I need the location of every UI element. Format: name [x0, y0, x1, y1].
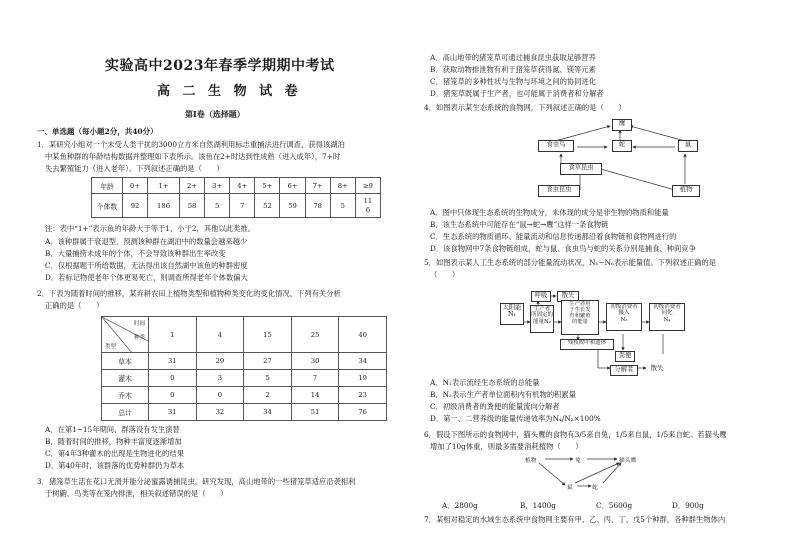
q1-age-cell: 2+ [179, 178, 204, 194]
q2-option-c: C．第4年3种灌木的出现是生物进化的结果 [45, 449, 184, 458]
q3-option-c: C．猪笼草的多种性状与生物与环境之间的协同进化 [430, 77, 597, 86]
q2-cell: 2 [244, 387, 292, 404]
q1-option-d: D．若标记物使老年个体更易死亡，则调查所得老年个体数偏大 [45, 273, 248, 282]
q1-note: 注：表中“1+”表示鱼的年龄大于等于1，小于2，其他以此类推。 [45, 224, 255, 233]
q1-option-b: B．大量捕捞未成年的个体，不会导致该种群出生率改变 [45, 249, 226, 258]
q2-corner-cell [102, 317, 149, 353]
q4-node-mouse: 鼠 [678, 140, 698, 152]
q5-node-primary-intake: 初级消费者 摄入 N₃ [606, 303, 642, 331]
q3-line-2: 于树鼩、鸟类等在笼内排泄，相关叙述错误的是（ ） [45, 489, 228, 498]
q6-node-mouse: 鼠 [567, 485, 573, 491]
q1-age-cell: 7+ [305, 178, 330, 194]
q2-cell: 0 [149, 370, 197, 387]
q1-option-c: C．仅根据题干所给数据，无法得出该自然湖中该鱼的种群密度 [45, 261, 248, 270]
q2-year-cell: 4 [196, 317, 244, 353]
exam-title: 实验高中2023年春季学期期中考试 [105, 58, 335, 74]
q5-option-c: C．初级消费者的粪便的能量流向分解者 [430, 402, 560, 411]
q6-choice-d: D．900g [672, 501, 704, 510]
q2-row-label: 草本 [102, 353, 149, 370]
q2-cell: 27 [244, 353, 292, 370]
q6-choice-a: A．2800g [442, 501, 478, 510]
q1-age-cell: 4+ [230, 178, 255, 194]
q2-cell: 32 [196, 404, 244, 421]
q1-age-cell: ≥9 [355, 178, 380, 194]
q1-age-header: 年龄 [92, 178, 123, 194]
q2-row-label: 总计 [102, 404, 149, 421]
q6-choice-c: C．5600g [596, 501, 633, 510]
q5-option-b: B．N₂表示生产者单位面积内有机物的积累量 [430, 390, 577, 399]
exam-subtitle: 高 二 生 物 试 卷 [157, 84, 302, 99]
q4-node-insectivorous-insect: 食虫昆虫 [538, 185, 580, 197]
q6-node-plant: 植物 [525, 458, 537, 464]
q2-year-cell: 40 [339, 317, 387, 353]
q1-count-cell: 78 [305, 194, 330, 218]
q1-line-3: 失去繁殖能力（进入老年）。下列叙述正确的是（ ） [45, 164, 224, 173]
q4-option-d: D．该食物网中7条食物链组成，蛇与鼠、食虫鸟与蛇的关系分别是捕食、种间竞争 [430, 244, 696, 253]
q1-count-cell: 186 [148, 194, 180, 218]
q1-count-header: 个体数 [92, 194, 123, 218]
q2-cell: 31 [149, 353, 197, 370]
q1-count-cell: 5 [205, 194, 230, 218]
q5-node-litter: 残枝败叶和遗体 [560, 339, 614, 350]
q2-row-label: 灌木 [102, 370, 149, 387]
q1-age-cell: 5+ [255, 178, 280, 194]
q2-year-cell: 25 [291, 317, 339, 353]
q2-cell: 29 [196, 353, 244, 370]
q5-node-decomposer: 分解者 [610, 365, 638, 376]
section-heading: 一、单选题（每小题2分，共40分） [37, 127, 158, 136]
q6-node-rabbit: 兔 [575, 458, 581, 464]
q1-count-cell: 5 [330, 194, 355, 218]
q2-row-label: 乔木 [102, 387, 149, 404]
q3-line-1: 3．猪笼草生活在花口无滑并能分泌蜜露诱捕昆虫。研究发现，高山地带的一些猪笼草适应沿袭相利 [37, 477, 356, 486]
q2-cell: 3 [196, 370, 244, 387]
q4-stem: 4．如图表示某生态系统的食物网，下列叙述正确的是（ ） [424, 103, 626, 112]
q1-count-cell: 58 [179, 194, 204, 218]
q4-option-c: C．生态系统的物质循环、能量流动和信息传递都沿着食物链和食物网进行的 [430, 232, 677, 241]
q6-node-owl: 猫头鹰 [619, 458, 637, 464]
q5-node-respiration: 呼吸 [531, 291, 551, 302]
q2-cell: 34 [244, 404, 292, 421]
q2-year-cell: 1 [149, 317, 197, 353]
q1-option-a: A．该种群属于衰退型，预测该种群在湖泊中的数量会越来越少 [45, 237, 248, 246]
q1-age-cell: 6+ [280, 178, 305, 194]
q2-line-2: 正确的是（ ） [45, 301, 104, 310]
q2-cell: 0 [149, 387, 197, 404]
q2-cell: 51 [291, 404, 339, 421]
q5-node-feces: 粪便 [615, 351, 635, 362]
q5-node-heat-loss: 散失 [557, 291, 579, 302]
q2-option-d: D．第40年时，该群落的优势种群仍为草本 [45, 461, 185, 470]
q5-line-2: （ ） [430, 270, 460, 279]
q2-cell: 5 [244, 370, 292, 387]
q1-age-table [91, 177, 381, 218]
q1-count-cell: 7 [230, 194, 255, 218]
q4-node-plant: 植物 [672, 185, 700, 197]
q5-node-producer-growth: 生产者用 于生长发 育和繁殖 的能量 [561, 300, 599, 335]
q1-age-cell: 0+ [123, 178, 148, 194]
q2-corner-mid: 种类 [133, 335, 145, 341]
q2-cell: 34 [339, 353, 387, 370]
q3-option-d: D．猪笼草既属于生产者，也可能属于消费者和分解者 [430, 89, 604, 98]
q5-line-1: 5．如图表示某人工生态系统的部分能量流动状况，N₁~N₆表示能量值。下列叙述正确的是 [424, 258, 717, 267]
q2-succession-table [101, 316, 387, 421]
q2-cell: 19 [339, 370, 387, 387]
q2-cell: 76 [339, 404, 387, 421]
q2-corner-bottom: 类型 [105, 344, 117, 350]
q4-node-snake: 蛇 [612, 140, 632, 152]
q5-option-a: A．N₁表示流经生态系统的总能量 [430, 378, 540, 387]
q2-option-b: B．随着时间的推移，物种丰富度逐渐增加 [45, 437, 182, 446]
q5-node-producer-fixed: 生产者 所固定的 能量N₂ [530, 305, 554, 333]
q1-count-cell: 11 6 [355, 194, 380, 218]
q1-count-cell: 92 [123, 194, 148, 218]
q2-line-1: 2．下表为随着时间的推移，某弃耕农田上植物类型和植物种类变化的变化情况，下列有关分析 [37, 289, 341, 298]
q5-node-heat-loss-2: 散失 [647, 365, 667, 374]
q1-count-cell: 59 [280, 194, 305, 218]
q4-node-hawk: 鹰 [612, 119, 632, 131]
q1-age-cell: 1+ [148, 178, 180, 194]
q2-cell: 0 [196, 387, 244, 404]
q4-node-insectivorous-bird: 食虫鸟 [538, 140, 574, 152]
q2-cell: 23 [339, 387, 387, 404]
q1-line-1: 1．某研究小组对一个未受人类干扰的3000立方米自然湖利用标志重捕法进行调查，获得该湖泊 [37, 140, 345, 149]
q1-age-cell: 3+ [205, 178, 230, 194]
q5-node-primary-assimilated: 初级消费者 同化 N₄ [649, 303, 685, 331]
q1-age-cell: 8+ [330, 178, 355, 194]
q6-line-1: 6．假设下图所示的食物网中，猫头鹰的食物有3/5来自兔，1/5来自鼠，1/5来自蛇。若猫头鹰 [424, 430, 727, 439]
q4-option-b: B．该生态系统中可能存在“鼠→蛇→鹰”这样一条食物链 [430, 220, 609, 229]
part-heading: 第Ⅰ卷（选择题） [185, 109, 245, 119]
q2-corner-top: 时间 [133, 321, 145, 327]
q3-option-a: A．高山地带的猪笼草可通过捕食昆虫获取足够营养 [430, 53, 596, 62]
q2-option-a: A．在第1~15年期间，群落没有发生演替 [45, 425, 180, 434]
q1-line-2: 中某鱼种群的年龄结构数据并整理如下表所示。该鱼在2+时达到性成熟（进入成年），7+时 [45, 152, 341, 161]
q4-option-a: A．图中只体现生态系统的生物成分，未体现的成分是非生物的物质和能量 [430, 208, 669, 217]
q5-node-solar-energy: 太阳能 N₁ [500, 303, 524, 325]
q6-line-2: 增加了10g体重，则最多需要消耗植物（ ） [430, 442, 583, 451]
q2-year-cell: 15 [244, 317, 292, 353]
q5-option-d: D．第一、二营养级的能量传递效率为N₄/N₂×100% [430, 414, 601, 423]
q2-cell: 31 [149, 404, 197, 421]
q7-stem: 7．某相对稳定的水域生态系统中食物网主要有甲、乙、丙、丁、戊5个种群，各种群生物体内 [424, 515, 726, 524]
q6-choice-b: B．1400g [520, 501, 556, 510]
q3-option-b: B．获取动物排泄物有利于猪笼草获得氮、镁等元素 [430, 65, 596, 74]
q2-cell: 14 [291, 387, 339, 404]
q1-count-cell: 52 [255, 194, 280, 218]
q2-cell: 30 [291, 353, 339, 370]
q4-node-herbivorous-insect: 食草昆虫 [560, 163, 602, 175]
q6-node-snake: 蛇 [592, 485, 598, 491]
q2-cell: 7 [291, 370, 339, 387]
